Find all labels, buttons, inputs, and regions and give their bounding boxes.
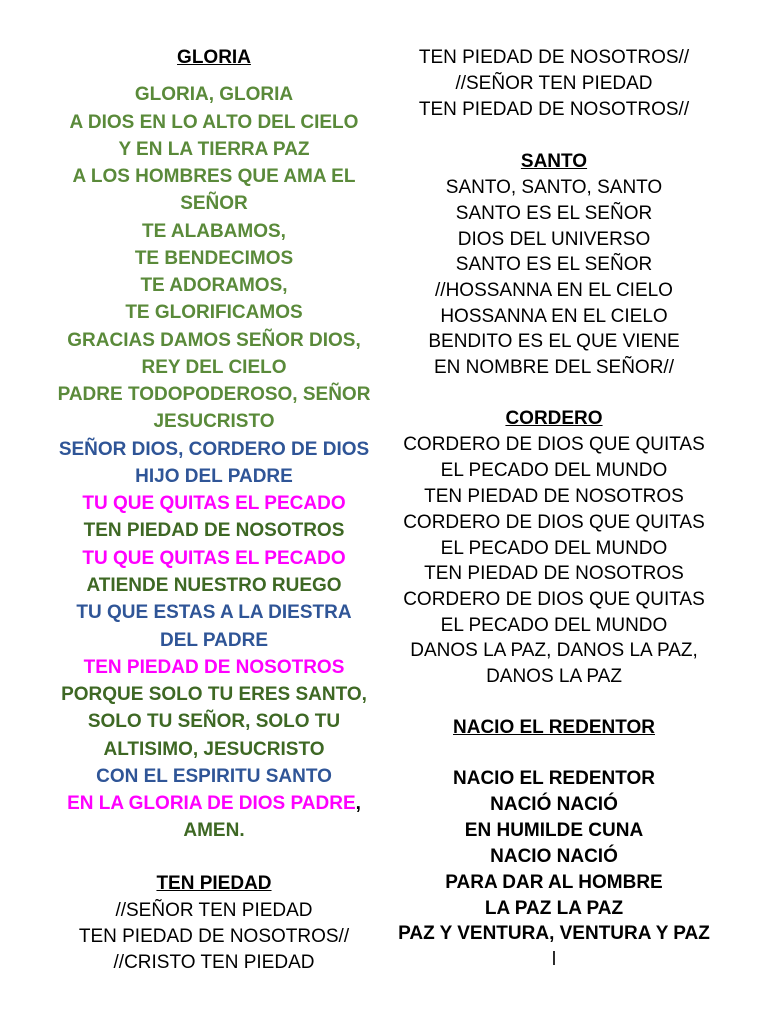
ten-piedad-line: //SEÑOR TEN PIEDAD (455, 73, 653, 94)
gloria-line: SOLO TU SEÑOR, SOLO TU (87, 711, 341, 732)
gloria-line: TEN PIEDAD DE NOSOTROS (83, 657, 345, 678)
nacio-line: NACIO NACIÓ (490, 846, 618, 867)
santo-title: SANTO (520, 151, 588, 172)
gloria-line: GRACIAS DAMOS SEÑOR DIOS, (67, 330, 361, 351)
gloria-line-final (36, 793, 392, 815)
gloria-line: PADRE TODOPODEROSO, SEÑOR (57, 384, 371, 405)
nacio-title: NACIO EL REDENTOR (453, 717, 655, 738)
gloria-line: A LOS HOMBRES QUE AMA EL (72, 166, 356, 187)
santo-line: SANTO ES EL SEÑOR (455, 203, 653, 224)
cordero-line: TEN PIEDAD DE NOSOTROS (424, 486, 684, 507)
cordero-line: EL PECADO DEL MUNDO (440, 538, 668, 559)
santo-line: DIOS DEL UNIVERSO (457, 229, 651, 250)
gloria-line: PORQUE SOLO TU ERES SANTO, (61, 684, 367, 705)
ten-piedad-line: //CRISTO TEN PIEDAD (113, 952, 315, 973)
santo-line: BENDITO ES EL QUE VIENE (428, 331, 680, 352)
santo-line: SANTO ES EL SEÑOR (455, 254, 653, 275)
gloria-line: TE ADORAMOS, (140, 275, 288, 296)
gloria-line: TU QUE QUITAS EL PECADO (82, 548, 346, 569)
nacio-line: NACIÓ NACIÓ (490, 794, 618, 815)
gloria-line: CON EL ESPIRITU SANTO (96, 766, 332, 787)
cordero-line: DANOS LA PAZ (486, 666, 622, 687)
gloria-line: TEN PIEDAD DE NOSOTROS (83, 520, 345, 541)
gloria-line-comma: , (355, 793, 361, 814)
gloria-line: SEÑOR (180, 193, 248, 214)
cordero-line: CORDERO DE DIOS QUE QUITAS (403, 434, 705, 455)
nacio-line: PAZ Y VENTURA, VENTURA Y PAZ (398, 923, 710, 944)
gloria-line: HIJO DEL PADRE (135, 466, 293, 487)
santo-line: EN NOMBRE DEL SEÑOR// (433, 357, 674, 378)
ten-piedad-line: TEN PIEDAD DE NOSOTROS// (418, 99, 690, 120)
cordero-line: CORDERO DE DIOS QUE QUITAS (403, 589, 705, 610)
gloria-line: GLORIA, GLORIA (134, 84, 294, 105)
gloria-line: TU QUE ESTAS A LA DIESTRA (76, 602, 352, 623)
nacio-line-mark: l (551, 949, 557, 970)
cordero-title: CORDERO (505, 408, 603, 429)
gloria-line: AMEN. (183, 820, 245, 841)
nacio-line: EN HUMILDE CUNA (464, 820, 644, 841)
gloria-title: GLORIA (177, 47, 251, 68)
gloria-line: TU QUE QUITAS EL PECADO (82, 493, 346, 514)
santo-line: //HOSSANNA EN EL CIELO (435, 280, 673, 301)
cordero-line: DANOS LA PAZ, DANOS LA PAZ, (410, 640, 698, 661)
ten-piedad-title: TEN PIEDAD (156, 873, 272, 894)
gloria-line: JESUCRISTO (153, 411, 275, 432)
gloria-line: ATIENDE NUESTRO RUEGO (86, 575, 342, 596)
gloria-line: SEÑOR DIOS, CORDERO DE DIOS (58, 439, 370, 460)
ten-piedad-line: TEN PIEDAD DE NOSOTROS// (78, 926, 350, 947)
gloria-line: REY DEL CIELO (141, 357, 287, 378)
gloria-line: TE BENDECIMOS (134, 248, 294, 269)
nacio-line: PARA DAR AL HOMBRE (445, 872, 663, 893)
cordero-line: EL PECADO DEL MUNDO (440, 460, 668, 481)
ten-piedad-line: TEN PIEDAD DE NOSOTROS// (418, 47, 690, 68)
nacio-line: LA PAZ LA PAZ (484, 898, 624, 919)
gloria-line: ALTISIMO, JESUCRISTO (103, 739, 325, 760)
gloria-line: Y EN LA TIERRA PAZ (118, 139, 310, 160)
gloria-line: A DIOS EN LO ALTO DEL CIELO (69, 112, 359, 133)
ten-piedad-line: //SEÑOR TEN PIEDAD (115, 900, 313, 921)
gloria-line: TE ALABAMOS, (142, 221, 286, 242)
cordero-line: CORDERO DE DIOS QUE QUITAS (403, 512, 705, 533)
santo-line: SANTO, SANTO, SANTO (445, 177, 663, 198)
cordero-line: TEN PIEDAD DE NOSOTROS (424, 563, 684, 584)
santo-line: HOSSANNA EN EL CIELO (440, 306, 668, 327)
gloria-line: TE GLORIFICAMOS (125, 302, 303, 323)
gloria-line: DEL PADRE (159, 630, 269, 651)
gloria-line-text: EN LA GLORIA DE DIOS PADRE (67, 793, 356, 814)
cordero-line: EL PECADO DEL MUNDO (440, 615, 668, 636)
nacio-line: NACIO EL REDENTOR (453, 768, 655, 789)
